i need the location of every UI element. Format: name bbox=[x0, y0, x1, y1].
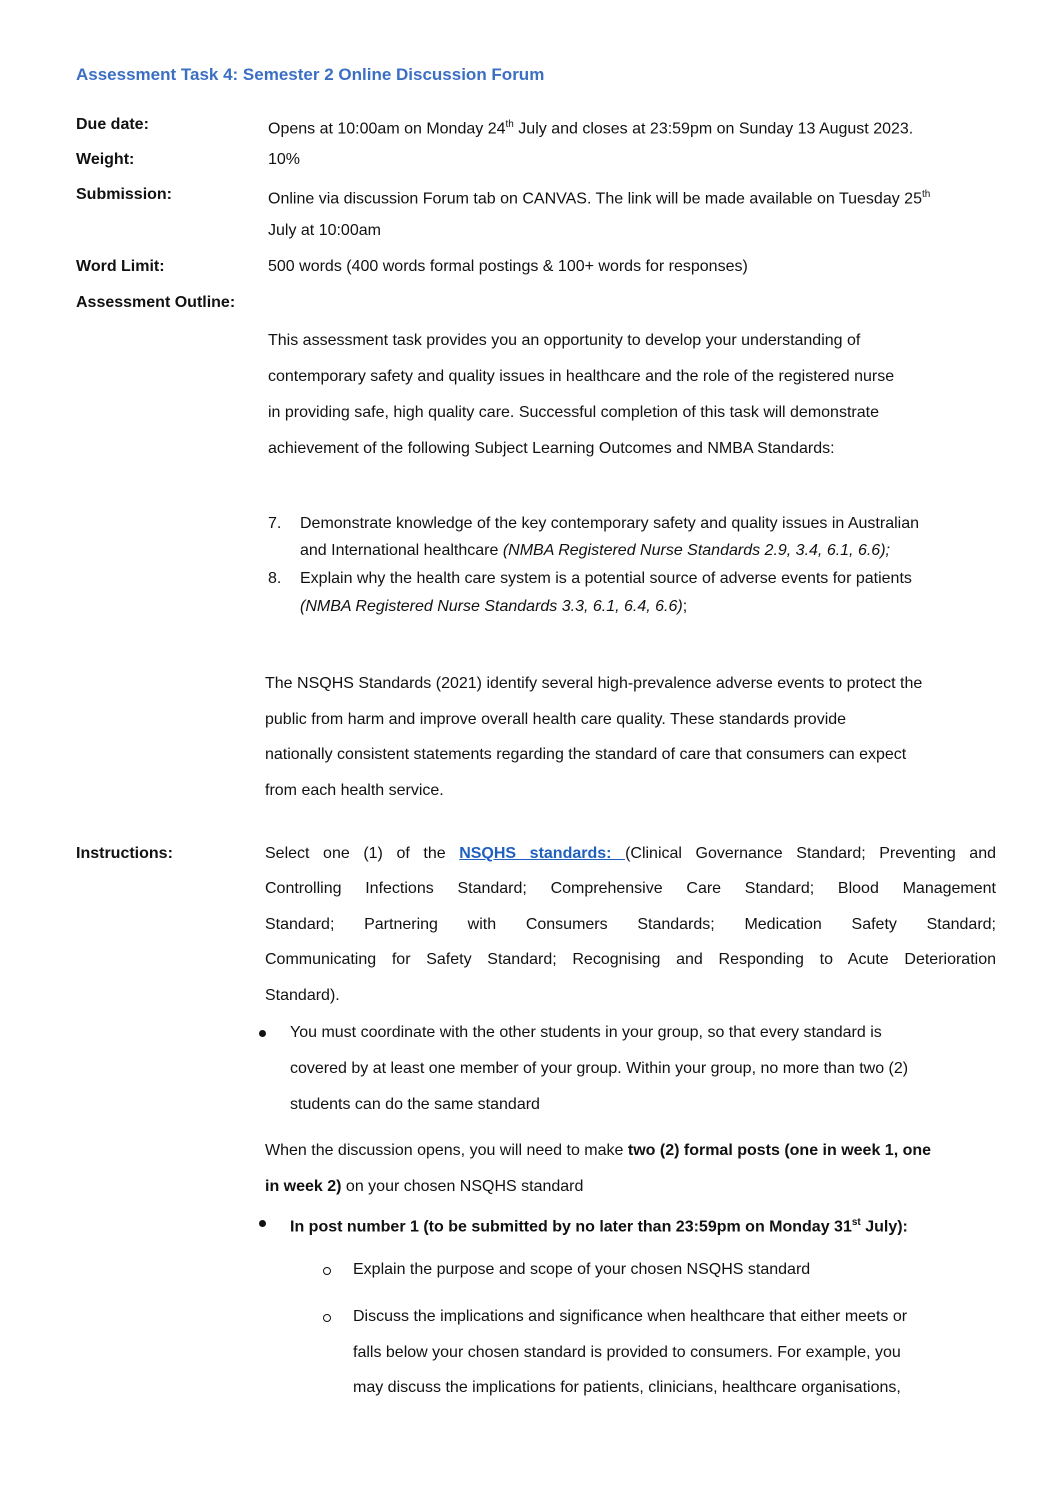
outline-line: achievement of the following Subject Learning Outcomes and NMBA Standards: bbox=[268, 440, 835, 457]
sub-bullet-line: may discuss the implications for patients, clinicians, healthcare organisations, bbox=[353, 1379, 901, 1396]
submission-text: Online via discussion Forum tab on CANVAS. The link will be made available on Tuesday 25 bbox=[268, 190, 922, 208]
nsqhs-line: The NSQHS Standards (2021) identify several high-prevalence adverse events to protect the bbox=[265, 675, 923, 692]
outcome-number: 7. bbox=[268, 515, 282, 532]
weight-value: 10% bbox=[268, 151, 301, 168]
sub-bullet-line: Discuss the implications and significance when healthcare that either meets or bbox=[353, 1308, 908, 1325]
assessment-outline-label: Assessment Outline: bbox=[76, 294, 236, 311]
outcome-text: ; bbox=[682, 598, 688, 615]
outcome-line bbox=[300, 541, 890, 561]
outcome-text: and International healthcare bbox=[300, 542, 503, 559]
posts-line bbox=[265, 1177, 583, 1197]
instructions-text: Select one (1) of the bbox=[265, 845, 460, 862]
outcome-line: Explain why the health care system is a potential source of adverse events for patients bbox=[300, 570, 912, 587]
submission-label: Submission: bbox=[76, 186, 173, 203]
post1-text: July): bbox=[860, 1218, 908, 1236]
outcome-standards: (NMBA Registered Nurse Standards 2.9, 3.4, 6.1, 6.6); bbox=[502, 542, 890, 559]
bullet-line: You must coordinate with the other students in your group, so that every standard is bbox=[290, 1024, 882, 1041]
document-title: Assessment Task 4: Semester 2 Online Discussion Forum bbox=[76, 65, 545, 84]
instructions-line: Communicating for Safety Standard; Recognising and Responding to Acute Deterioration bbox=[265, 951, 996, 968]
post1-heading bbox=[290, 1213, 908, 1237]
submission-sup: th bbox=[921, 189, 931, 200]
outline-line: contemporary safety and quality issues in healthcare and the role of the registered nurse bbox=[268, 368, 895, 385]
due-date-value bbox=[268, 115, 913, 139]
nsqhs-standards-link[interactable]: NSQHS standards: bbox=[459, 845, 626, 862]
posts-line bbox=[265, 1141, 931, 1161]
weight-label: Weight: bbox=[76, 151, 135, 168]
due-date-label: Due date: bbox=[76, 116, 149, 133]
outcome-line bbox=[300, 597, 687, 617]
submission-value-line1 bbox=[268, 185, 930, 209]
outcome-standards: (NMBA Registered Nurse Standards 3.3, 6.1, 6.4, 6.6) bbox=[300, 598, 683, 615]
posts-bold: two (2) formal posts (one in week 1, one bbox=[627, 1142, 932, 1159]
instructions-text: (Clinical Governance Standard; Preventing and bbox=[625, 845, 997, 862]
outcome-number: 8. bbox=[268, 570, 282, 587]
nsqhs-line: public from harm and improve overall health care quality. These standards provide bbox=[265, 711, 847, 728]
post1-sup: st bbox=[851, 1217, 861, 1228]
post1-text: In post number 1 (to be submitted by no later than 23:59pm on Monday 31 bbox=[290, 1218, 852, 1236]
sub-bullet-line: falls below your chosen standard is provided to consumers. For example, you bbox=[353, 1344, 901, 1361]
circle-bullet-icon bbox=[323, 1314, 331, 1322]
due-date-text-a: Opens at 10:00am on Monday 24 bbox=[268, 120, 506, 138]
nsqhs-line: nationally consistent statements regarding the standard of care that consumers can expect bbox=[265, 746, 907, 763]
posts-bold: in week 2) bbox=[265, 1178, 342, 1195]
instructions-line: Standard). bbox=[265, 987, 340, 1004]
bullet-icon bbox=[259, 1030, 266, 1037]
sub-bullet-line: Explain the purpose and scope of your chosen NSQHS standard bbox=[353, 1261, 811, 1278]
submission-value-line2: July at 10:00am bbox=[268, 222, 381, 239]
word-limit-value: 500 words (400 words formal postings & 100+ words for responses) bbox=[268, 258, 748, 275]
outline-line: This assessment task provides you an opportunity to develop your understanding of bbox=[268, 332, 861, 349]
instructions-line: Controlling Infections Standard; Comprehensive Care Standard; Blood Management bbox=[265, 880, 996, 897]
outcome-line: Demonstrate knowledge of the key contemporary safety and quality issues in Australian bbox=[300, 515, 919, 532]
instructions-line: Standard; Partnering with Consumers Standards; Medication Safety Standard; bbox=[265, 916, 996, 933]
due-date-text-b: July and closes at 23:59pm on Sunday 13 August 2023. bbox=[513, 120, 914, 138]
word-limit-label: Word Limit: bbox=[76, 258, 165, 275]
instructions-line bbox=[265, 844, 996, 864]
due-date-sup: th bbox=[505, 119, 514, 130]
bullet-line: covered by at least one member of your group. Within your group, no more than two (2) bbox=[290, 1060, 909, 1077]
circle-bullet-icon bbox=[323, 1267, 331, 1275]
posts-text: When the discussion opens, you will need to make bbox=[265, 1142, 628, 1159]
instructions-label: Instructions: bbox=[76, 845, 173, 862]
nsqhs-line: from each health service. bbox=[265, 782, 444, 799]
bullet-line: students can do the same standard bbox=[290, 1096, 540, 1113]
bullet-icon bbox=[259, 1220, 266, 1227]
posts-text: on your chosen NSQHS standard bbox=[341, 1178, 584, 1195]
outline-line: in providing safe, high quality care. Successful completion of this task will demonstrate bbox=[268, 404, 879, 421]
